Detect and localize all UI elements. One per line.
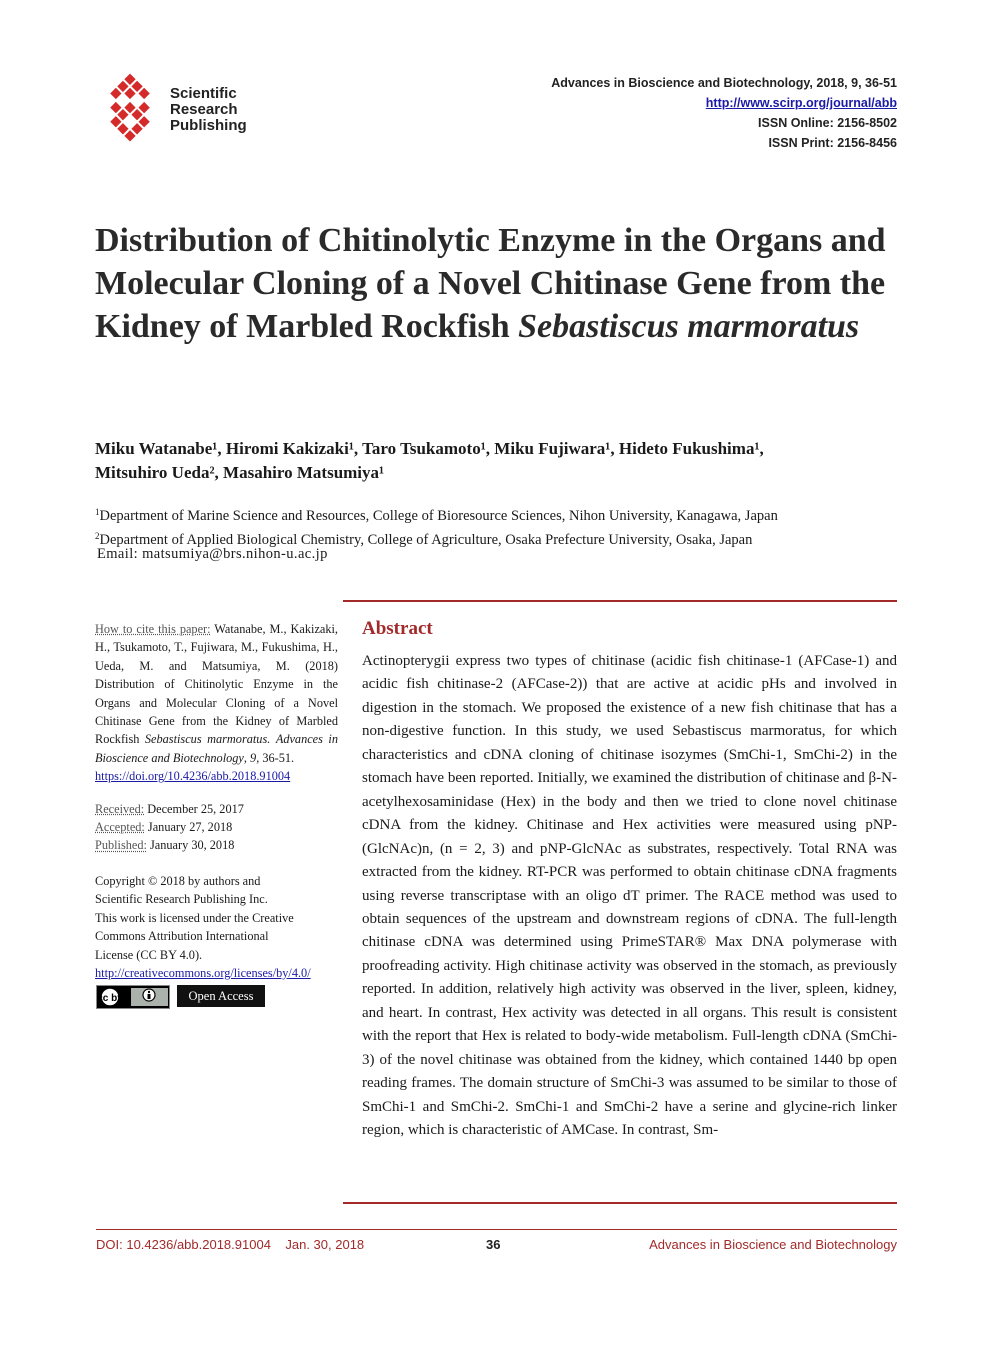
affiliation-2: $^2$Department of Applied Biological Chemistry, College of Agriculture, Osaka Prefecture University, Osaka, Japan [95,531,753,548]
how-to-cite: How to cite this paper: Watanabe, M., Kakizaki, H., Tsukamoto, T., Fujiwara, M., Fukushima, H., Ueda, M. and Matsumiya, M. (2018) Distribution of Chitinolytic Enzyme in the Organs and Molecular Cloning of a Novel Chitinase Gene from the Kidney of Marbled Rockfish Sebastiscus marmoratus. Advances in Bioscience and Biotechnology, 9, 36-51. https://doi.org/10.4236/abb.2018.91004 [95,622,338,784]
publisher-name: Scientific Research Publishing [170,85,247,134]
abstract-bottom-rule [343,1202,897,1204]
open-access-badge[interactable]: Open Access [177,985,265,1007]
footer-rule [96,1229,897,1230]
author-list: Miku Watanabe¹, Hiromi Kakizaki¹, Taro Tsukamoto¹, Miku Fujiwara¹, Hideto Fukushima¹, Mitsuhiro Ueda², Masahiro Matsumiya¹ [95,439,764,482]
page-number: 36 [486,1237,501,1252]
affiliations [95,502,895,550]
publisher-logo-icon [96,72,164,146]
journal-meta [551,73,897,153]
contact-email: Email: matsumiya@brs.nihon-u.ac.jp [97,546,328,562]
abstract-heading: Abstract [362,618,433,639]
paper-title: Distribution of Chitinolytic Enzyme in the Organs and Molecular Cloning of a Novel Chitinase Gene from the Kidney of Marbled Rockfish Sebastiscus marmoratus [95,222,886,345]
issn-online: ISSN Online: 2156-8502 [758,116,897,130]
svg-text:cc by: cc by [97,993,123,1005]
abstract-body: Actinopterygii express two types of chitinase (acidic fish chitinase-1 (AFCase-1) and acidic fish chitinase-2 (AFCase-2)) that are active at acidic pHs and involved in digestion in the stomach. We proposed the existence of a new fish chitinase that has a non-digestive function. In this study, we used Sebastiscus marmoratus, for which characteristics and cDNA cloning of chitinase isozymes (SmChi-1, SmChi-2) in the stomach have been reported. Initially, we examined the distribution of chitinase and β-N-acetylhexosaminidase (Hex) in the body and then we tried to clone novel chitinase cDNA from the kidney. Chitinase and Hex activities were measured using pNP-(GlcNAc)n, (n = 2, 3) and pNP-GlcNAc as substrates, respectively. Total RNA was extracted from the kidney. RT-PCR was performed to obtain chitinase cDNA fragments using reverse transcriptase with an oligo dT primer. The RACE method was used to obtain sequences of the upstream and downstream regions of cDNA. The full-length chitinase cDNA was determined using PrimeSTAR® Max DNA polymerase with proofreading activity. High chitinase activity was observed in the stomach, as previously reported. In addition, relatively high activity was observed in the liver, spleen, kidney, and heart. In contrast, Hex activity was detected in all organs. This result is consistent with the report that Hex is related to body-wide metabolism. Full-length cDNA (SmChi-3) of the novel chitinase was obtained from the kidney, which contained 1440 bp open reading frames. The domain structure of SmChi-3 was assumed to be similar to those of SmChi-1 and SmChi-2. SmChi-1 and SmChi-2 have a serine and glycine-rich linker region, which is characteristic of AMCase. In contrast, Sm- [362,653,897,1139]
doi-link[interactable]: https://doi.org/10.4236/abb.2018.91004 [95,769,291,784]
license-link[interactable]: http://creativecommons.org/licenses/by/4.0/ [95,965,311,980]
journal-url-link[interactable]: http://www.scirp.org/journal/abb [705,96,897,110]
footer-doi: DOI: 10.4236/abb.2018.91004 Jan. 30, 2018 [96,1237,365,1252]
footer-journal: Advances in Bioscience and Biotechnology [649,1237,897,1252]
title-species: Sebastiscus marmoratus [518,308,860,345]
abstract-top-rule [343,600,897,602]
side-column [95,620,338,1009]
cc-by-license-icon[interactable] [96,985,170,1009]
affiliation-1: $^1$Department of Marine Science and Resources, College of Bioresource Sciences, Nihon University, Kanagawa, Japan [95,507,778,524]
publication-dates: Received: December 25, 2017 Accepted: January 27, 2018 Published: January 30, 2018 [95,801,244,853]
journal-citation: Advances in Bioscience and Biotechnology, 2018, 9, 36-51 [551,76,897,90]
copyright-notice: Copyright © 2018 by authors and Scientific Research Publishing Inc. This work is licensed under the Creative Commons Attribution International License (CC BY 4.0). http://creativecommons.org/licenses/by/4.0/ cc by Open Access [95,872,338,1009]
issn-print: ISSN Print: 2156-8456 [768,136,897,150]
